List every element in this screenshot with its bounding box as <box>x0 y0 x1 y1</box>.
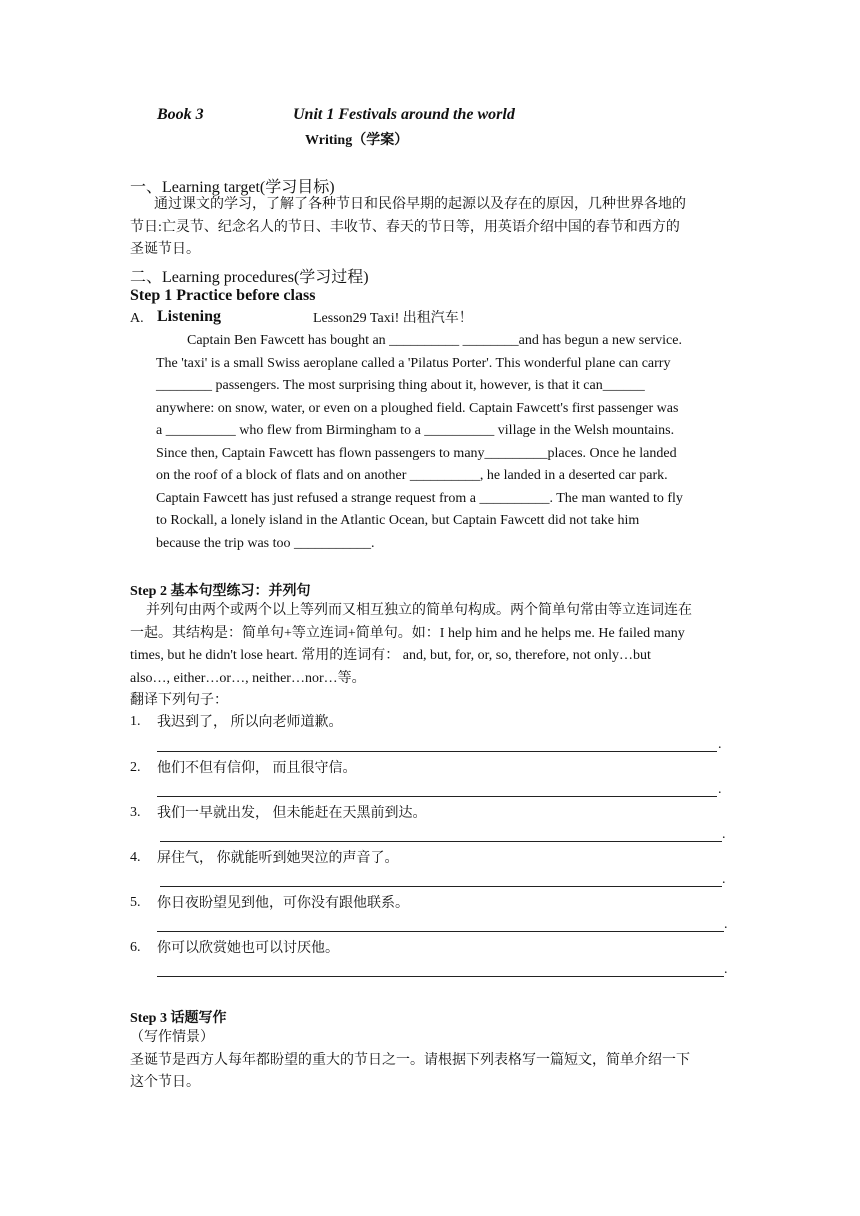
explanation-line: 并列句由两个或两个以上等列而又相互独立的简单句构成。两个简单句常由等立连词连在 <box>146 603 692 618</box>
translate-instruction: 翻译下列句子： <box>130 693 228 708</box>
sentence-text: 屏住气， 你就能听到她哭泣的声音了。 <box>157 851 399 866</box>
section1-line: 圣诞节日。 <box>130 242 200 257</box>
sentence-number: 3. <box>130 805 141 820</box>
passage-line: The 'taxi' is a small Swiss aeroplane called a 'Pilatus Porter'. This wonderful plane can carry <box>156 355 671 371</box>
step1-title: Step 1 Practice before class <box>130 287 316 304</box>
lesson-title: Lesson29 Taxi! 出租汽车！ <box>313 311 473 326</box>
item-marker: A. <box>130 311 144 326</box>
sentence-number: 6. <box>130 940 141 955</box>
line-end: . <box>718 737 722 752</box>
passage-line: Since then, Captain Fawcett has flown passengers to many_________places. Once he landed <box>156 445 677 461</box>
passage-line: on the roof of a block of flats and on another __________, he landed in a deserted car park. <box>156 468 668 483</box>
passage-line: to Rockall, a lonely island in the Atlantic Ocean, but Captain Fawcett did not take him <box>156 513 640 528</box>
sentence-text: 他们不但有信仰， 而且很守信。 <box>157 761 357 776</box>
explanation-line: also…, either…or…, neither…nor…等。 <box>130 670 366 686</box>
sentence-text: 你可以欣赏她也可以讨厌他。 <box>157 941 339 956</box>
answer-line[interactable] <box>160 886 722 887</box>
answer-line[interactable] <box>157 976 724 977</box>
sentence-number: 2. <box>130 760 141 775</box>
passage-line: because the trip was too ___________. <box>156 535 375 551</box>
step2-explanation <box>130 600 732 690</box>
line-end: . <box>722 827 726 842</box>
sentence-number: 4. <box>130 850 141 865</box>
book-label: Book 3 <box>157 106 204 123</box>
answer-line[interactable] <box>157 931 724 932</box>
explanation-line: times, but he didn't lose heart. 常用的连词有： and, but, for, or, so, therefore, not only…but <box>130 648 651 663</box>
answer-line[interactable] <box>160 841 722 842</box>
passage-line: Captain Fawcett has just refused a strange request from a __________. The man wanted to fly <box>156 490 683 506</box>
page-subtitle: Writing（学案） <box>305 133 409 148</box>
writing-prompt-line: 这个节日。 <box>130 1075 200 1090</box>
sentence-number: 1. <box>130 714 141 729</box>
sentence-number: 5. <box>130 895 141 910</box>
line-end: . <box>718 782 722 797</box>
passage-line: anywhere: on snow, water, or even on a ploughed field. Captain Fawcett's first passenger was <box>156 400 679 416</box>
explanation-line: 一起。其结构是：简单句+等立连词+简单句。如：I help him and he helps me. He failed many <box>130 625 685 641</box>
passage-line: ________ passengers. The most surprising thing about it, however, is that it can______ <box>156 378 645 393</box>
unit-title: Unit 1 Festivals around the world <box>293 106 515 123</box>
sentence-text: 你日夜盼望见到他，可你没有跟他联系。 <box>157 896 409 911</box>
passage-line: a __________ who flew from Birmingham to a __________ village in the Welsh mountains. <box>156 423 675 438</box>
answer-line[interactable] <box>157 796 717 797</box>
passage-line: Captain Ben Fawcett has bought an __________ ________and has begun a new service. <box>187 333 682 348</box>
section1-title: 一、Learning target(学习目标) <box>130 179 335 196</box>
line-end: . <box>724 917 728 932</box>
section2-title: 二、Learning procedures(学习过程) <box>130 269 369 286</box>
answer-line[interactable] <box>157 751 717 752</box>
step2-title: Step 2 基本句型练习：并列句 <box>130 584 311 599</box>
line-end: . <box>722 872 726 887</box>
section1-line: 通过课文的学习，了解了各种节日和民俗早期的起源以及存在的原因，几种世界各地的 <box>154 197 686 212</box>
sentence-text: 我们一早就出发， 但未能赶在天黑前到达。 <box>157 806 427 821</box>
listening-passage <box>156 330 732 555</box>
writing-prompt-line: 圣诞节是西方人每年都盼望的重大的节日之一。请根据下列表格写一篇短文，简单介绍一下 <box>130 1053 690 1068</box>
writing-context-label: （写作情景） <box>130 1030 214 1045</box>
sentence-text: 我迟到了， 所以向老师道歉。 <box>157 715 343 730</box>
listening-label: Listening <box>157 308 222 325</box>
section1-line: 节日:亡灵节、纪念名人的节日、丰收节、春天的节日等，用英语介绍中国的春节和西方的 <box>130 220 680 235</box>
line-end: . <box>724 962 728 977</box>
step3-title: Step 3 话题写作 <box>130 1011 227 1026</box>
